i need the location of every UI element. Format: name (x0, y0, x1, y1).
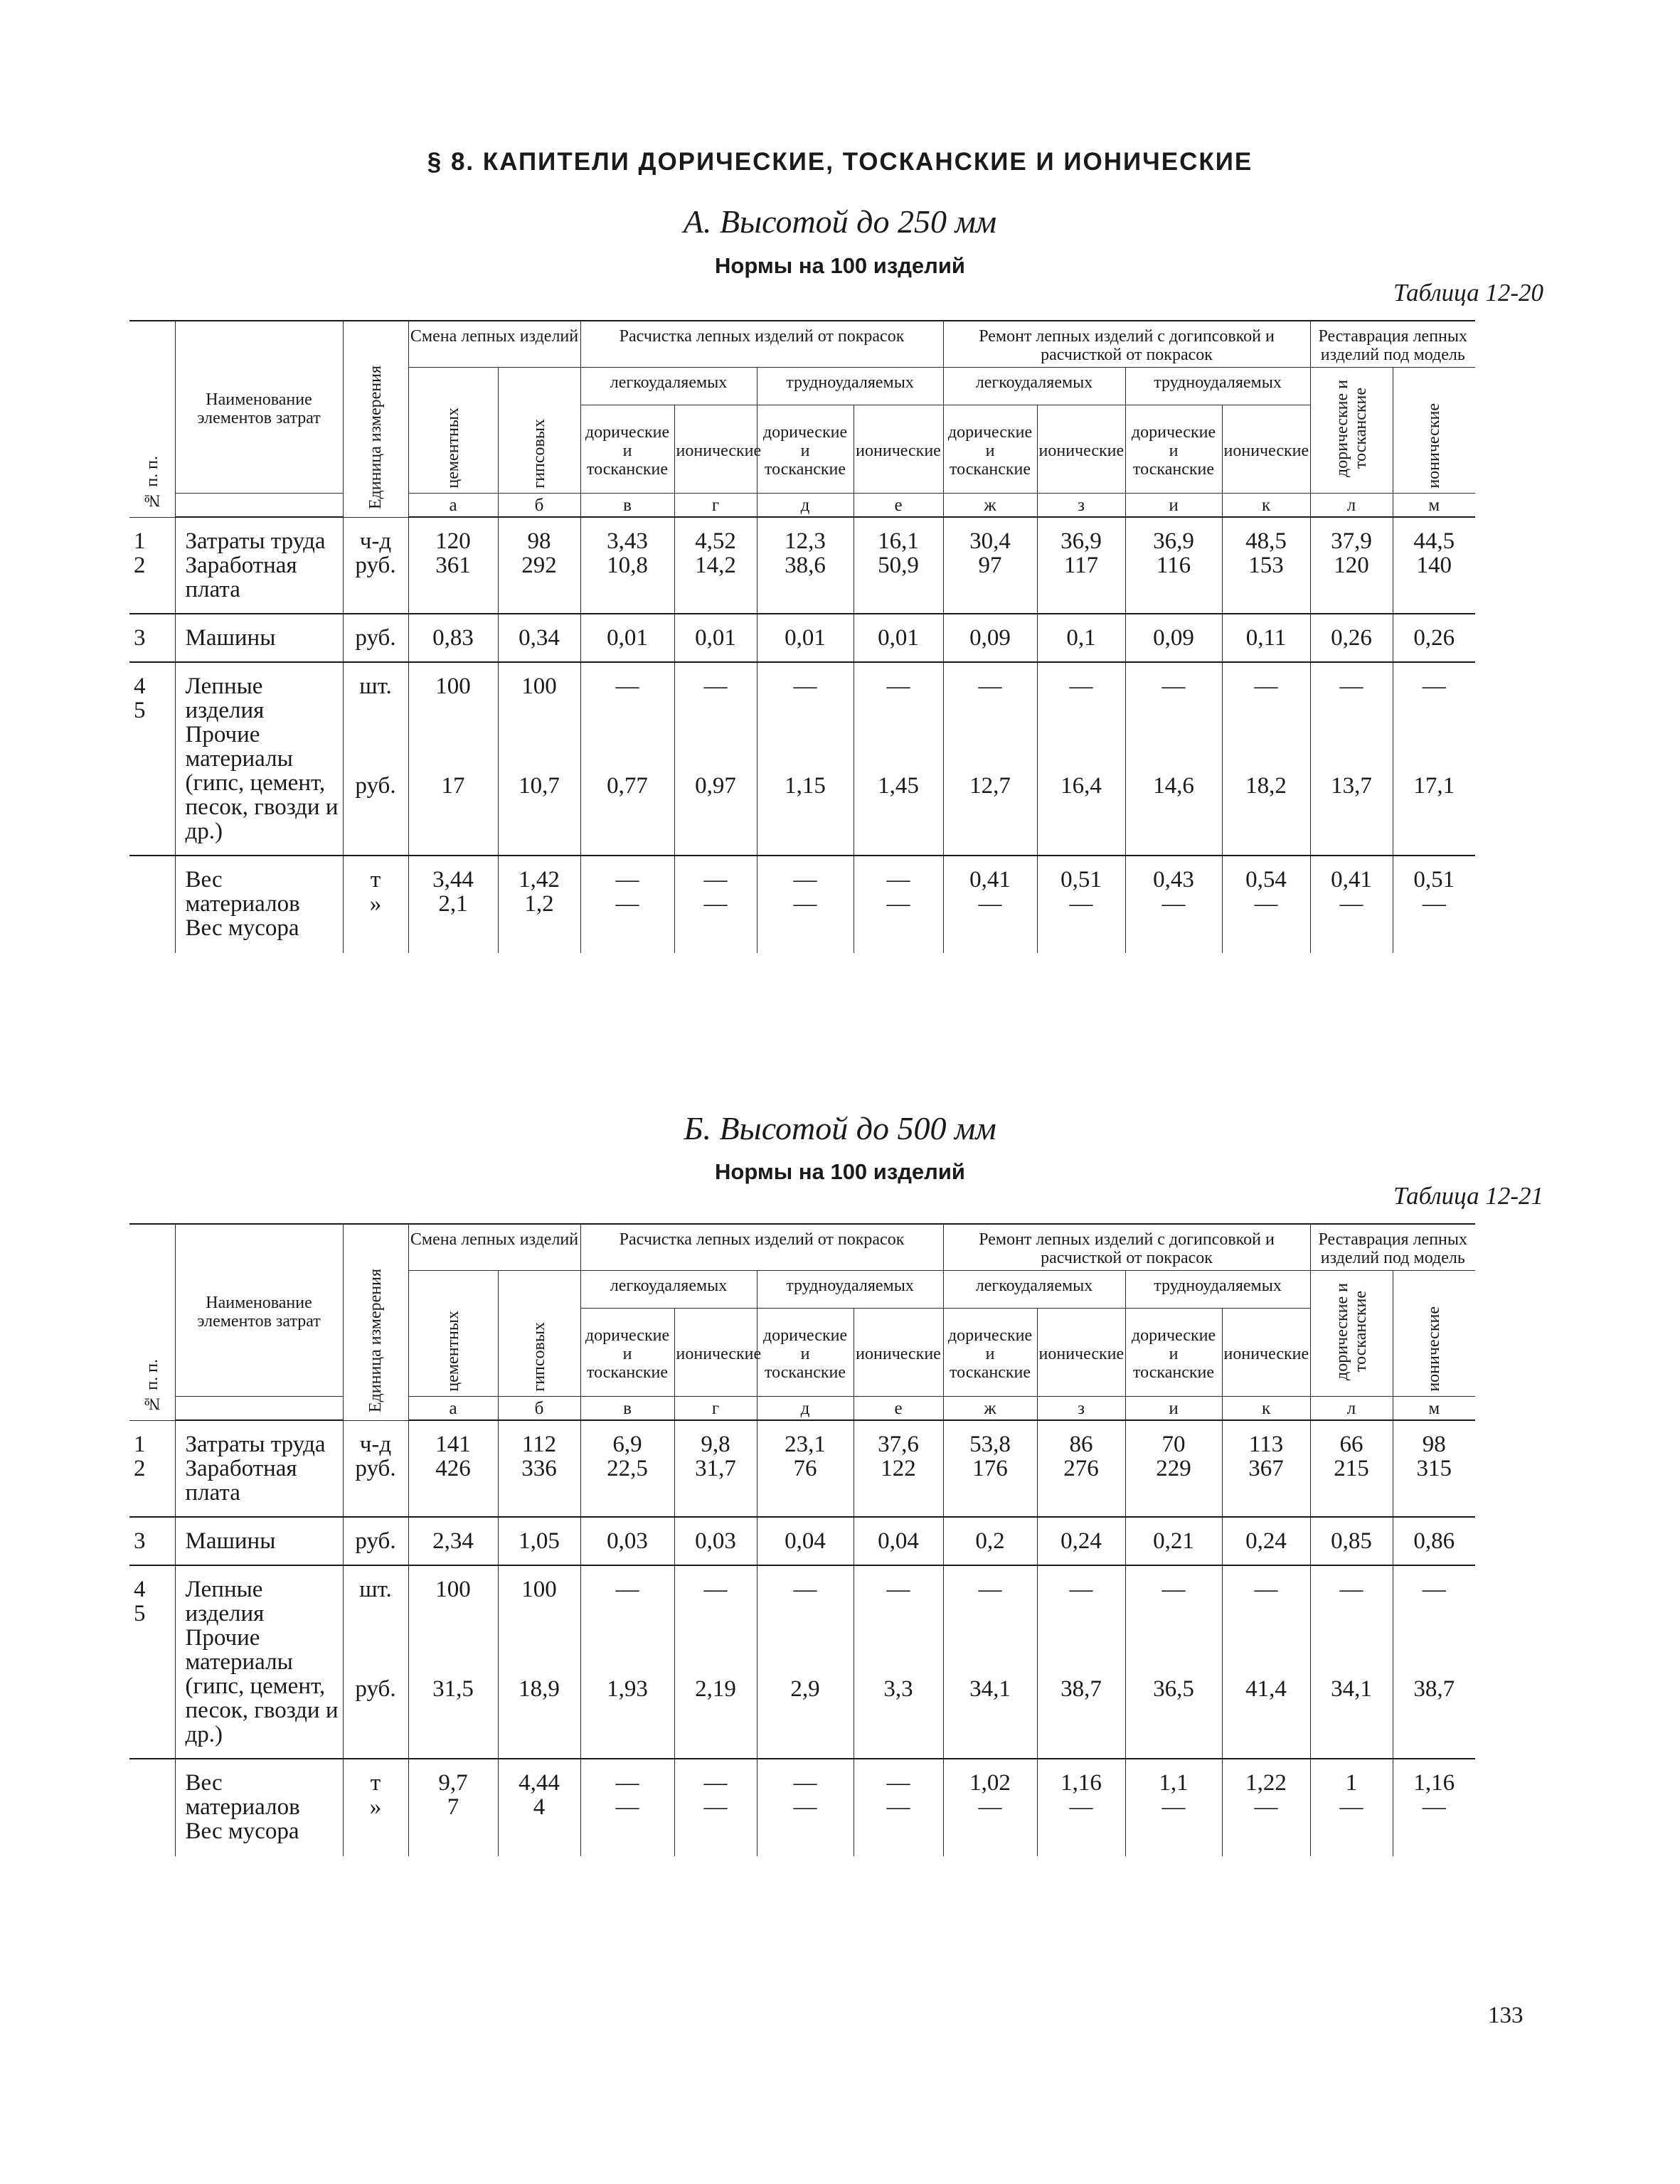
row-numbers: 1 2 (129, 517, 175, 614)
value-cell: 0,51 — (1037, 856, 1125, 953)
header-cement: цементных (408, 368, 498, 494)
header-group-replace: Смена лепных изделий (408, 321, 580, 368)
column-letter: а (408, 1397, 498, 1421)
value-cell: — — (854, 1759, 943, 1856)
row-numbers (129, 856, 175, 953)
column-letter: е (854, 494, 943, 518)
row-units: руб. (343, 1517, 408, 1565)
column-letter: л (1310, 494, 1393, 518)
value-cell: — 18,2 (1222, 662, 1310, 856)
value-cell: 1,16 — (1037, 1759, 1125, 1856)
value-cell: 98 292 (498, 517, 580, 614)
value-cell: 0,85 (1310, 1517, 1393, 1565)
value-cell: — 1,93 (580, 1565, 674, 1759)
value-cell: 0,04 (854, 1517, 943, 1565)
column-letter: б (498, 1397, 580, 1421)
value-cell: 70 229 (1125, 1420, 1222, 1517)
value-cell: 16,1 50,9 (854, 517, 943, 614)
header-ionic-3: ионические (1222, 405, 1310, 494)
value-cell: 0,83 (408, 614, 498, 662)
column-letter: м (1393, 494, 1475, 518)
column-letter: з (1037, 1397, 1125, 1421)
header-doric-3: дорические и тосканские (1125, 405, 1222, 494)
value-cell: 1,42 1,2 (498, 856, 580, 953)
value-cell: — 38,7 (1393, 1565, 1475, 1759)
header-restoration-doric: дорические и тосканские (1310, 1271, 1393, 1397)
header-hard-1: трудноудаляемых (757, 1271, 943, 1309)
value-cell: 9,7 7 (408, 1759, 498, 1856)
row-units: т » (343, 1759, 408, 1856)
value-cell: 0,21 (1125, 1517, 1222, 1565)
row-names: Вес материалов Вес мусора (175, 856, 343, 953)
value-cell: 6,9 22,5 (580, 1420, 674, 1517)
value-cell: — 0,97 (674, 662, 757, 856)
header-ionic-2: ионические (1037, 405, 1125, 494)
value-cell: — 36,5 (1125, 1565, 1222, 1759)
value-cell: 0,26 (1310, 614, 1393, 662)
header-ionic-1: ионические (854, 405, 943, 494)
value-cell: 0,09 (1125, 614, 1222, 662)
value-cell: — — (580, 856, 674, 953)
value-cell: 0,01 (674, 614, 757, 662)
value-cell: 0,01 (854, 614, 943, 662)
column-letter: к (1222, 1397, 1310, 1421)
page-number: 133 (1488, 2003, 1524, 2028)
value-cell: — 14,6 (1125, 662, 1222, 856)
column-letter: л (1310, 1397, 1393, 1421)
table-row (129, 856, 1555, 953)
value-cell: 0,24 (1222, 1517, 1310, 1565)
value-cell: 0,86 (1393, 1517, 1475, 1565)
header-doric-1: дорические и тосканские (757, 405, 854, 494)
value-cell: 0,01 (757, 614, 854, 662)
row-units: руб. (343, 614, 408, 662)
table-b-subtitle: Б. Высотой до 500 мм (684, 1110, 996, 1146)
header-hard-3: трудноудаляемых (1125, 368, 1310, 405)
value-cell: 0,41 — (943, 856, 1037, 953)
column-letter: а (408, 494, 498, 518)
value-cell: — 38,7 (1037, 1565, 1125, 1759)
value-cell: 112 336 (498, 1420, 580, 1517)
value-cell: 53,8 176 (943, 1420, 1037, 1517)
header-group-restoration: Реставрация лепных изделий под модель (1310, 321, 1475, 368)
table-row (129, 1565, 1555, 1759)
value-cell: 1,02 — (943, 1759, 1037, 1856)
table-row (129, 1420, 1555, 1517)
column-letter: б (498, 494, 580, 518)
value-cell: 0,09 (943, 614, 1037, 662)
header-num: № п. п. (129, 321, 175, 517)
header-name-blank (175, 494, 343, 518)
value-cell: — 2,19 (674, 1565, 757, 1759)
value-cell: 0,54 — (1222, 856, 1310, 953)
value-cell: 1,1 — (1125, 1759, 1222, 1856)
header-unit: Единица измерения (343, 321, 408, 517)
header-name: Наименование элементов затрат (175, 1224, 343, 1397)
header-restoration-doric: дорические и тосканские (1310, 368, 1393, 494)
value-cell: — 41,4 (1222, 1565, 1310, 1759)
header-doric-1: дорические и тосканские (757, 1309, 854, 1397)
header-group-cleaning: Расчистка лепных изделий от покрасок (580, 1224, 943, 1271)
value-cell: 36,9 116 (1125, 517, 1222, 614)
row-numbers: 4 5 (129, 1565, 175, 1759)
column-letter: з (1037, 494, 1125, 518)
table-row (129, 614, 1555, 662)
row-units: шт. руб. (343, 662, 408, 856)
value-cell: 23,1 76 (757, 1420, 854, 1517)
header-restoration-ionic: ионические (1393, 368, 1475, 494)
value-cell: 100 17 (408, 662, 498, 856)
value-cell: 0,43 — (1125, 856, 1222, 953)
value-cell: — — (757, 1759, 854, 1856)
header-ionic-2: ионические (1037, 1309, 1125, 1397)
value-cell: — — (757, 856, 854, 953)
table-b-number: Таблица 12-21 (1393, 1182, 1543, 1210)
value-cell: — — (580, 1759, 674, 1856)
value-cell: 120 361 (408, 517, 498, 614)
value-cell: — 1,15 (757, 662, 854, 856)
value-cell: 66 215 (1310, 1420, 1393, 1517)
value-cell: 0,34 (498, 614, 580, 662)
section-title: § 8. КАПИТЕЛИ ДОРИЧЕСКИЕ, ТОСКАНСКИЕ И ИОНИЧЕСКИЕ (427, 148, 1253, 176)
value-cell: 1,16 — (1393, 1759, 1475, 1856)
value-cell: — — (674, 856, 757, 953)
value-cell: 0,51 — (1393, 856, 1475, 953)
header-name: Наименование элементов затрат (175, 321, 343, 494)
header-restoration-ionic: ионические (1393, 1271, 1475, 1397)
row-names: Лепные изделия Прочие материалы (гипс, цемент, песок, гвозди и др.) (175, 1565, 343, 1759)
value-cell: 2,34 (408, 1517, 498, 1565)
table-b (129, 1223, 1555, 1856)
row-numbers: 1 2 (129, 1420, 175, 1517)
value-cell: 98 315 (1393, 1420, 1475, 1517)
header-ionic-0: ионические (674, 405, 757, 494)
value-cell: — — (854, 856, 943, 953)
header-ionic-0: ионические (674, 1309, 757, 1397)
row-names: Вес материалов Вес мусора (175, 1759, 343, 1856)
row-numbers: 4 5 (129, 662, 175, 856)
header-gypsum: гипсовых (498, 1271, 580, 1397)
value-cell: 86 276 (1037, 1420, 1125, 1517)
header-num: № п. п. (129, 1224, 175, 1420)
header-name-blank (175, 1397, 343, 1421)
value-cell: 36,9 117 (1037, 517, 1125, 614)
value-cell: 0,11 (1222, 614, 1310, 662)
value-cell: 0,41 — (1310, 856, 1393, 953)
table-a-subtitle: А. Высотой до 250 мм (683, 203, 997, 240)
value-cell: 37,6 122 (854, 1420, 943, 1517)
row-units: ч-д руб. (343, 1420, 408, 1517)
value-cell: 48,5 153 (1222, 517, 1310, 614)
row-numbers: 3 (129, 614, 175, 662)
header-ionic-1: ионические (854, 1309, 943, 1397)
row-units: т » (343, 856, 408, 953)
header-easy-0: легкоудаляемых (580, 1271, 757, 1309)
header-ionic-3: ионические (1222, 1309, 1310, 1397)
header-easy-2: легкоудаляемых (943, 368, 1125, 405)
value-cell: 0,03 (580, 1517, 674, 1565)
table-a-number: Таблица 12-20 (1393, 279, 1543, 307)
value-cell: — 1,45 (854, 662, 943, 856)
value-cell: — 17,1 (1393, 662, 1475, 856)
value-cell: 100 18,9 (498, 1565, 580, 1759)
value-cell: 3,43 10,8 (580, 517, 674, 614)
header-group-cleaning: Расчистка лепных изделий от покрасок (580, 321, 943, 368)
value-cell: — 16,4 (1037, 662, 1125, 856)
value-cell: 0,24 (1037, 1517, 1125, 1565)
value-cell: 113 367 (1222, 1420, 1310, 1517)
header-hard-3: трудноудаляемых (1125, 1271, 1310, 1309)
row-names: Затраты труда Заработная плата (175, 517, 343, 614)
header-group-replace: Смена лепных изделий (408, 1224, 580, 1271)
column-letter: ж (943, 494, 1037, 518)
table-row (129, 1517, 1555, 1565)
header-group-restoration: Реставрация лепных изделий под модель (1310, 1224, 1475, 1271)
column-letter: г (674, 1397, 757, 1421)
header-easy-0: легкоудаляемых (580, 368, 757, 405)
header-unit: Единица измерения (343, 1224, 408, 1420)
column-letter: и (1125, 1397, 1222, 1421)
column-letter: и (1125, 494, 1222, 518)
column-letter: г (674, 494, 757, 518)
row-names: Затраты труда Заработная плата (175, 1420, 343, 1517)
value-cell: 44,5 140 (1393, 517, 1475, 614)
value-cell: — 12,7 (943, 662, 1037, 856)
value-cell: 4,44 4 (498, 1759, 580, 1856)
table-b-norms: Нормы на 100 изделий (715, 1159, 965, 1184)
header-cement: цементных (408, 1271, 498, 1397)
value-cell: — 0,77 (580, 662, 674, 856)
row-units: ч-д руб. (343, 517, 408, 614)
table-a (129, 320, 1555, 953)
table-a-norms: Нормы на 100 изделий (715, 253, 965, 278)
header-doric-2: дорические и тосканские (943, 1309, 1037, 1397)
value-cell: 0,03 (674, 1517, 757, 1565)
value-cell: 12,3 38,6 (757, 517, 854, 614)
row-numbers (129, 1759, 175, 1856)
value-cell: 100 31,5 (408, 1565, 498, 1759)
column-letter: д (757, 1397, 854, 1421)
value-cell: 0,01 (580, 614, 674, 662)
header-doric-3: дорические и тосканские (1125, 1309, 1222, 1397)
row-names: Машины (175, 1517, 343, 1565)
row-names: Лепные изделия Прочие материалы (гипс, цемент, песок, гвозди и др.) (175, 662, 343, 856)
row-units: шт. руб. (343, 1565, 408, 1759)
header-doric-2: дорические и тосканские (943, 405, 1037, 494)
value-cell: 0,04 (757, 1517, 854, 1565)
column-letter: в (580, 1397, 674, 1421)
value-cell: 3,44 2,1 (408, 856, 498, 953)
value-cell: 1,05 (498, 1517, 580, 1565)
value-cell: — 2,9 (757, 1565, 854, 1759)
header-hard-1: трудноудаляемых (757, 368, 943, 405)
table-row (129, 1759, 1555, 1856)
column-letter: ж (943, 1397, 1037, 1421)
column-letter: в (580, 494, 674, 518)
value-cell: 0,2 (943, 1517, 1037, 1565)
value-cell: — 34,1 (1310, 1565, 1393, 1759)
value-cell: 1 — (1310, 1759, 1393, 1856)
header-group-repair: Ремонт лепных изделий с догипсовкой и расчисткой от покрасок (943, 1224, 1310, 1271)
value-cell: 4,52 14,2 (674, 517, 757, 614)
row-numbers: 3 (129, 1517, 175, 1565)
header-gypsum: гипсовых (498, 368, 580, 494)
value-cell: 0,26 (1393, 614, 1475, 662)
header-easy-2: легкоудаляемых (943, 1271, 1125, 1309)
value-cell: 0,1 (1037, 614, 1125, 662)
table-row (129, 662, 1555, 856)
value-cell: — 34,1 (943, 1565, 1037, 1759)
column-letter: д (757, 494, 854, 518)
value-cell: 141 426 (408, 1420, 498, 1517)
value-cell: — 3,3 (854, 1565, 943, 1759)
value-cell: 37,9 120 (1310, 517, 1393, 614)
column-letter: к (1222, 494, 1310, 518)
column-letter: е (854, 1397, 943, 1421)
value-cell: 100 10,7 (498, 662, 580, 856)
row-names: Машины (175, 614, 343, 662)
column-letter: м (1393, 1397, 1475, 1421)
value-cell: 30,4 97 (943, 517, 1037, 614)
header-doric-0: дорические и тосканские (580, 1309, 674, 1397)
value-cell: — 13,7 (1310, 662, 1393, 856)
value-cell: — — (674, 1759, 757, 1856)
table-row (129, 517, 1555, 614)
header-doric-0: дорические и тосканские (580, 405, 674, 494)
header-group-repair: Ремонт лепных изделий с догипсовкой и расчисткой от покрасок (943, 321, 1310, 368)
value-cell: 1,22 — (1222, 1759, 1310, 1856)
value-cell: 9,8 31,7 (674, 1420, 757, 1517)
